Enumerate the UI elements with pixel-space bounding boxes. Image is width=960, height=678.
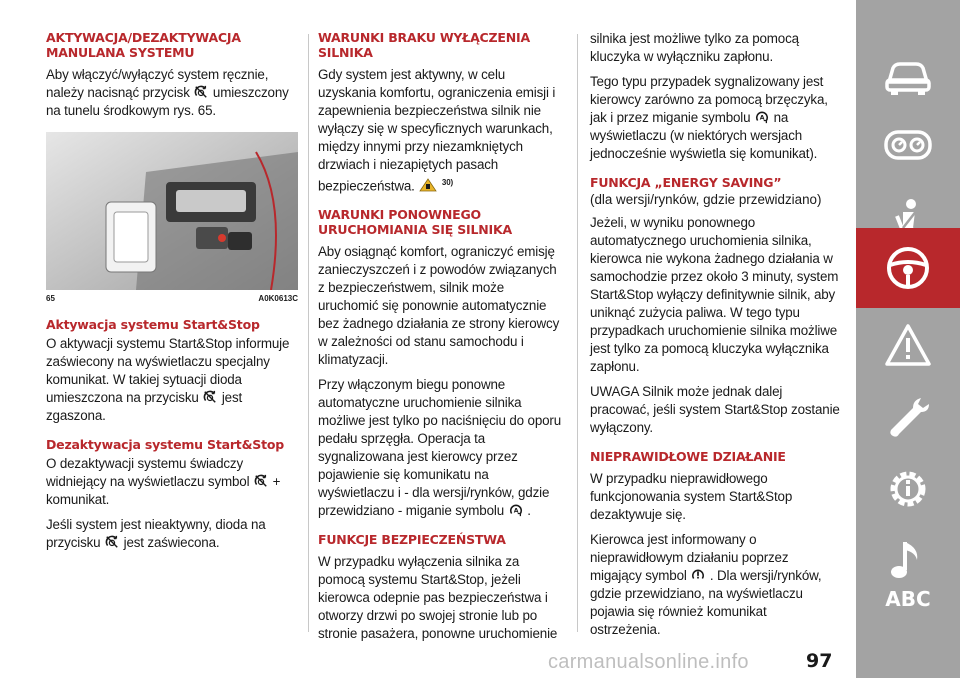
column-left — [46, 30, 298, 559]
paragraph-activation: O aktywacji systemu Start&Stop informuje zaświecony na wyświetlaczu specjalny komunikat. W takiej sytuacji dioda umieszczona na przycisku jest zgaszona. — [46, 336, 290, 423]
figure-number: 65 — [46, 294, 55, 303]
wrench-icon — [883, 394, 933, 440]
paragraph-buzzer: Tego typu przypadek sygnalizowany jest kierowcy zarówno za pomocą brzęczyka, jak i przez miganie symbolu A na wyświetlaczu (w niektórych wersjach jednocześnie wyświetla się komunikat). — [590, 74, 828, 161]
paragraph-manual: Aby włączyć/wyłączyć system ręcznie, należy nacisnąć przycisk umieszczony na tunelu środkowym rys. 65. — [46, 67, 289, 118]
svg-text:A: A — [759, 114, 765, 122]
start-stop-off-icon — [194, 85, 208, 99]
chapter-sidebar — [856, 0, 960, 678]
subheading-energy: (dla wersji/rynków, gdzie przewidziano) — [590, 192, 822, 207]
nav-warning[interactable] — [856, 308, 960, 382]
nav-technical[interactable] — [856, 452, 960, 526]
start-stop-off-icon — [203, 390, 217, 404]
column-divider — [308, 34, 309, 632]
warning-fuel-icon — [419, 178, 437, 192]
heading-no-off: WARUNKI BRAKU WYŁĄCZENIA SILNIKA — [318, 30, 530, 60]
start-stop-fault-icon — [691, 568, 705, 582]
footnote-ref: 30) — [441, 178, 454, 187]
warning-triangle-icon — [883, 322, 933, 368]
heading-activation: Aktywacja systemu Start&Stop — [46, 317, 260, 332]
paragraph-note: UWAGA Silnik może jednak dalej pracować, jeśli system Start&Stop zostanie wyłączony. — [590, 384, 840, 435]
start-stop-a-icon — [755, 110, 769, 124]
column-middle — [318, 30, 562, 650]
paragraph-deactivation: O dezaktywacji systemu świadczy widniejący na wyświetlaczu symbol + komunikat. — [46, 456, 281, 507]
paragraph-key: silnika jest możliwe tylko za pomocą kluczyka w wyłączniku zapłonu. — [590, 31, 799, 64]
figure-photo-console-button — [46, 132, 298, 290]
nav-steering[interactable] — [856, 228, 960, 308]
gear-info-icon — [883, 466, 933, 512]
start-stop-off-icon — [105, 535, 119, 549]
paragraph-malfunction: W przypadku nieprawidłowego funkcjonowania system Start&Stop dezaktywuje się. — [590, 471, 793, 522]
paragraph-no-off: Gdy system jest aktywny, w celu uzyskania komfortu, ograniczenia emisji i zapewnienia bezpieczeństwa silnik nie wyłączy się w specyficznych warunkach, między innymi przy niezamkniętych drzwiach i niezapiętych pasach bezpieczeństwa. $^{30)}$ — [318, 67, 556, 194]
heading-malfunction: NIEPRAWIDŁOWE DZIAŁANIE — [590, 449, 786, 464]
heading-manual: AKTYWACJA/DEZAKTYWACJA MANULANA SYSTEMU — [46, 30, 241, 60]
watermark: carmanualsonline.info — [548, 651, 749, 673]
paragraph-inactive: Jeśli system jest nieaktywny, dioda na przycisku jest zaświecona. — [46, 517, 266, 550]
abc-label: ABC — [885, 587, 931, 611]
column-divider — [577, 34, 578, 632]
svg-text:A: A — [513, 508, 518, 516]
nav-car[interactable] — [856, 38, 960, 112]
start-stop-a-icon — [509, 503, 523, 517]
car-icon — [883, 52, 933, 98]
heading-safety: FUNKCJE BEZPIECZEŃSTWA — [318, 532, 506, 548]
paragraph-restart: Aby osiągnąć komfort, ograniczyć emisję zanieczyszczeń i z powodów związanych z bezpieczeństwem, silnik może uruchomić się ponownie automatycznie bez żadnego działania ze strony kierowcy w zależności od stanu samochodu i klimatyzacji. — [318, 244, 560, 368]
heading-restart: WARUNKI PONOWNEGO URUCHOMIANIA SIĘ SILNIKA — [318, 207, 512, 238]
heading-deactivation: Dezaktywacja systemu Start&Stop — [46, 437, 284, 452]
nav-service[interactable] — [856, 380, 960, 454]
column-right — [590, 30, 840, 646]
paragraph-safety: W przypadku wyłączenia silnika za pomocą systemu Start&Stop, jeżeli kierowca odepnie pas bezpieczeństwa i otworzy drzwi po swojej stronie lub po stronie pasażera, ponowne uruchomienie — [318, 554, 558, 642]
paragraph-energy: Jeżeli, w wyniku ponownego automatycznego uruchomienia silnika, kierowca nie wykona żadnego działania w samochodzie przez około 3 minuty, system Start&Stop wyłączy definitywnie silnik, aby uniknąć zużycia paliwa. W tego typu przypadkach uruchomienie silnika możliwe jest tylko za pomocą kluczyka wyłącznika zapłonu. — [590, 215, 839, 374]
page-number: 97 — [806, 650, 833, 672]
paragraph-gear: Przy włączonym biegu ponowne automatyczne uruchomienie silnika możliwe jest tylko po naciśnięciu do oporu pedału sprzęgła. Operacja ta sygnalizowana jest kierowcy przez pojawienie się komunikatu na wyświetlaczu i - dla wersji/rynków, gdzie przewidziano - miganie symbolu A . — [318, 377, 562, 519]
figure-code: A0K0613C — [258, 294, 298, 303]
start-stop-off-icon — [254, 474, 268, 488]
figure-caption — [46, 294, 298, 303]
paragraph-malfunction-symbol: Kierowca jest informowany o nieprawidłowym działaniu poprzez migający symbol . Dla wersji/rynków, gdzie przewidziano, na wyświetlaczu pojawia się również komunikat ostrzeżenia. — [590, 532, 822, 637]
steering-wheel-icon — [883, 245, 933, 291]
nav-dashboard[interactable] — [856, 108, 960, 182]
nav-index[interactable] — [856, 562, 960, 636]
dashboard-icon — [883, 122, 933, 168]
heading-energy-saving: FUNKCJA „ENERGY SAVING” — [590, 175, 782, 190]
